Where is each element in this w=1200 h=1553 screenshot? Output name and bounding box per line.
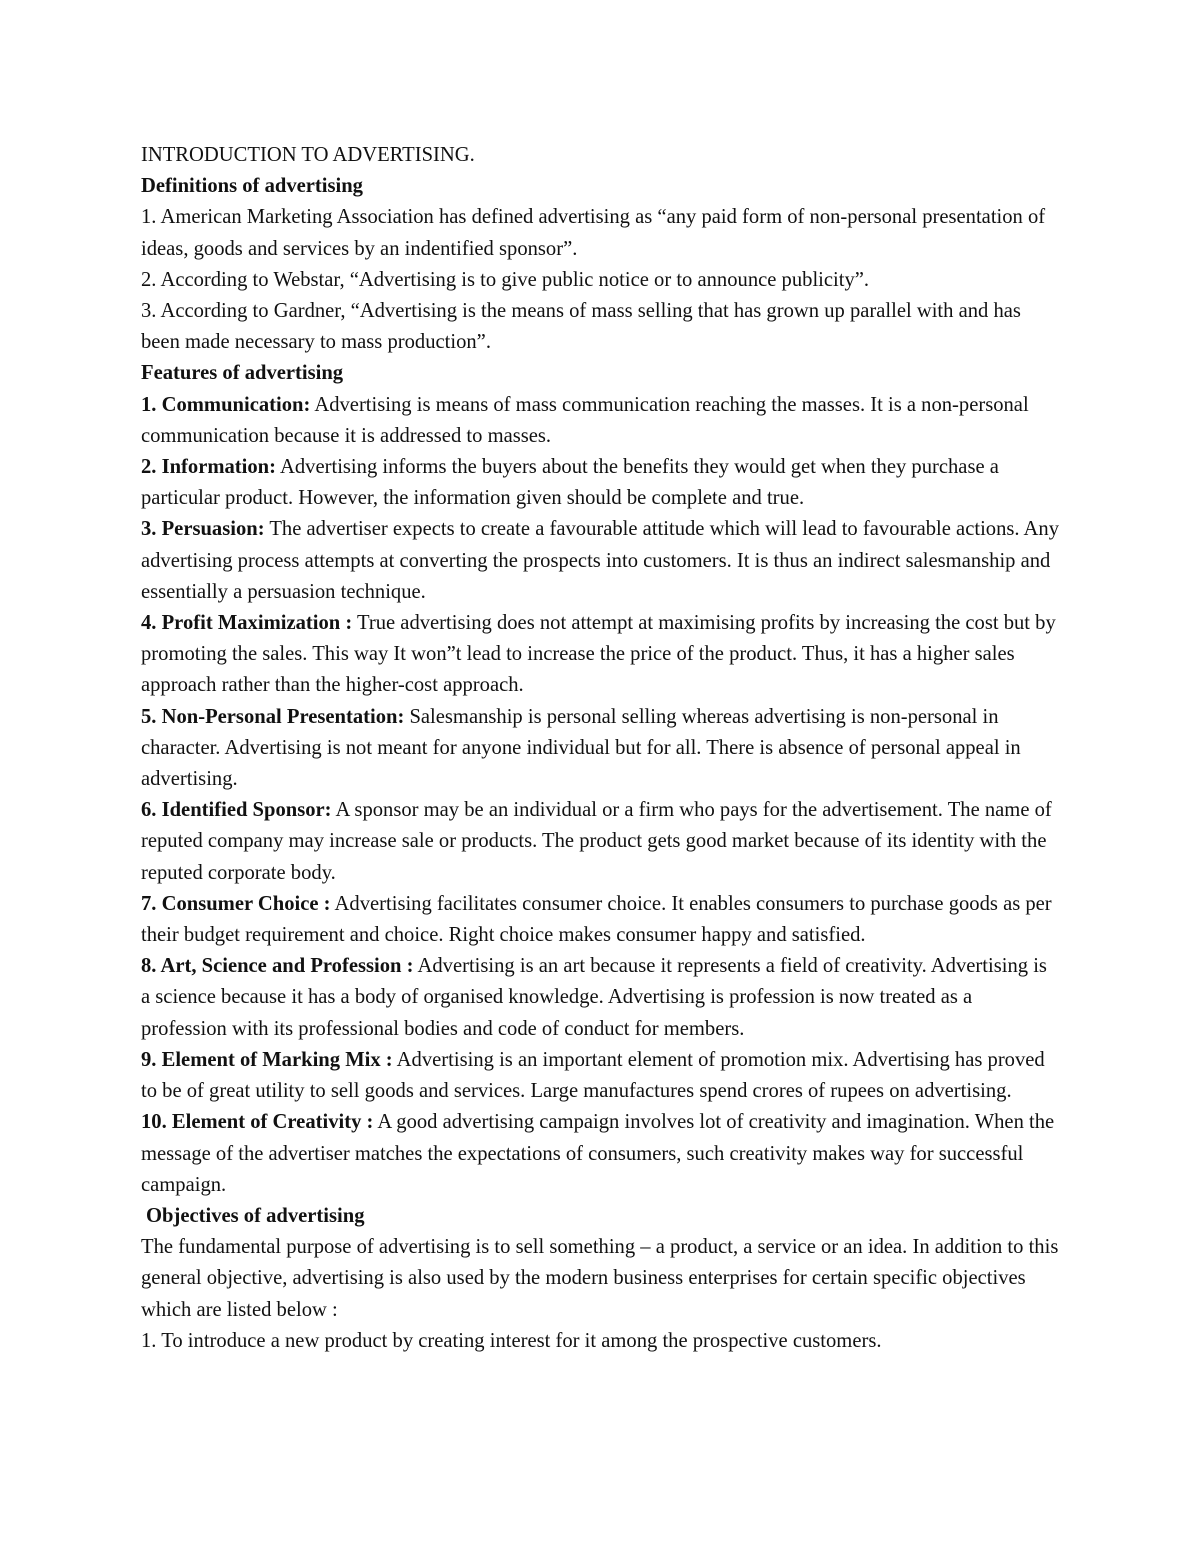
document-title: INTRODUCTION TO ADVERTISING. bbox=[141, 144, 475, 166]
feature-item bbox=[141, 608, 1061, 702]
feature-text: Advertising is an art because it represents a field of creativity. Advertising is a science because it has a body of organised knowledge. Advertising is profession is now treated as a profession with its professional bodies and code of conduct for members. bbox=[141, 955, 1047, 1040]
objectives-intro: The fundamental purpose of advertising is to sell something – a product, a service or an idea. In addition to this general objective, advertising is also used by the modern business enterprises for certain specific objectives which are listed below : bbox=[141, 1236, 1059, 1321]
definition-item: 3. According to Gardner, “Advertising is the means of mass selling that has grown up parallel with and has been made necessary to mass production”. bbox=[141, 300, 1021, 354]
feature-term: 2. Information: bbox=[141, 456, 276, 479]
feature-text: The advertiser expects to create a favourable attitude which will lead to favourable actions. Any advertising process attempts at converting the prospects into customers. It is thus an indirect salesmanship and essentially a persuasion technique. bbox=[141, 518, 1060, 603]
feature-item bbox=[141, 702, 1061, 796]
definition-item: 2. According to Webstar, “Advertising is to give public notice or to announce publicity”. bbox=[141, 268, 870, 291]
feature-text: Advertising informs the buyers about the benefits they would get when they purchase a particular product. However, the information given should be complete and true. bbox=[141, 456, 999, 510]
feature-item bbox=[141, 1107, 1061, 1201]
feature-text: Advertising is means of mass communication reaching the masses. It is a non-personal communication because it is addressed to masses. bbox=[141, 393, 1029, 447]
feature-item bbox=[141, 951, 1061, 1045]
feature-text: Advertising is an important element of promotion mix. Advertising has proved to be of great utility to sell goods and services. Large manufactures spend crores of rupees on advertising. bbox=[141, 1048, 1045, 1103]
feature-term: 4. Profit Maximization : bbox=[141, 612, 353, 635]
feature-term: 3. Persuasion: bbox=[141, 518, 265, 541]
feature-term: 7. Consumer Choice : bbox=[141, 892, 331, 915]
feature-term: 9. Element of Marking Mix : bbox=[141, 1048, 393, 1071]
feature-term: 10. Element of Creativity : bbox=[141, 1111, 374, 1134]
objectives-heading: Objectives of advertising bbox=[146, 1204, 365, 1227]
feature-text: A good advertising campaign involves lot of creativity and imagination. When the message of the advertiser matches the expectations of consumers, such creativity makes way for successful campaign. bbox=[141, 1111, 1055, 1196]
feature-text: True advertising does not attempt at maximising profits by increasing the cost but by promoting the sales. This way It won”t lead to increase the price of the product. Thus, it has a higher sales approach rather than the higher-cost approach. bbox=[141, 612, 1056, 697]
feature-item bbox=[141, 452, 1061, 514]
feature-item bbox=[141, 390, 1061, 452]
definition-item: 1. American Marketing Association has defined advertising as “any paid form of non-personal presentation of ideas, goods and services by an indentified sponsor”. bbox=[141, 206, 1046, 260]
feature-term: 1. Communication: bbox=[141, 393, 311, 416]
document-page bbox=[141, 140, 1061, 1357]
feature-text: A sponsor may be an individual or a firm who pays for the advertisement. The name of reputed company may increase sale or products. The product gets good market because of its identity with the reputed corporate body. bbox=[141, 799, 1052, 884]
feature-text: Advertising facilitates consumer choice. It enables consumers to purchase goods as per their budget requirement and choice. Right choice makes consumer happy and satisfied. bbox=[141, 892, 1052, 947]
feature-term: 6. Identified Sponsor: bbox=[141, 799, 332, 822]
objective-item: 1. To introduce a new product by creating interest for it among the prospective customers. bbox=[141, 1329, 882, 1352]
feature-text: Salesmanship is personal selling whereas advertising is non-personal in character. Advertising is not meant for anyone individual but for all. There is absence of personal appeal in advertising. bbox=[141, 705, 1021, 791]
features-heading: Features of advertising bbox=[141, 362, 344, 385]
feature-term: 5. Non-Personal Presentation: bbox=[141, 705, 405, 728]
feature-item bbox=[141, 889, 1061, 951]
feature-item bbox=[141, 795, 1061, 889]
feature-item bbox=[141, 1045, 1061, 1107]
definitions-heading: Definitions of advertising bbox=[141, 175, 363, 198]
feature-term: 8. Art, Science and Profession : bbox=[141, 955, 414, 978]
feature-item bbox=[141, 514, 1061, 608]
